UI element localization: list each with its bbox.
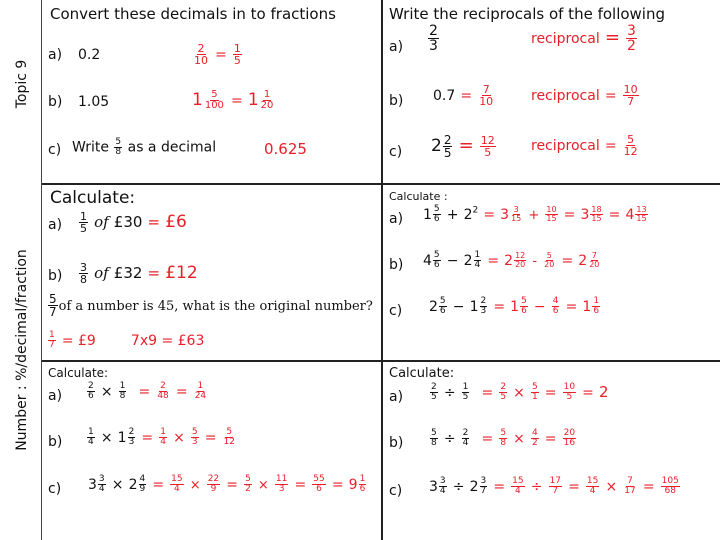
topic-label: Topic 9 xyxy=(14,59,30,109)
multiply-panel xyxy=(42,362,381,540)
fraction-of-amount-panel xyxy=(42,185,381,360)
question-a: $\frac{2}{5}$ ÷ $\frac{1}{5}$ = $\frac{2}{5}$ × $\frac{5}{1}$ = $\frac{10}{5}$ = 2 xyxy=(431,382,609,402)
divide-panel xyxy=(383,362,720,540)
answer-b: reciprocal = $\frac{10}{7}$ xyxy=(531,83,638,108)
question-b-decimal: 1.05 xyxy=(78,94,110,110)
question-c-label: c) xyxy=(389,303,403,319)
question-a: $\frac{1}{5}$ of £30 = £6 xyxy=(80,210,187,235)
subject-label: Number : %/decimal/fraction xyxy=(14,249,30,451)
question-c-label: c) xyxy=(389,483,403,499)
answer-c: 0.625 xyxy=(264,140,307,158)
question-c: 2 $\frac{5}{6}$ − 1 $\frac{2}{3}$ = 1 $\frac{5}{6}$ − $\frac{4}{6}$ = 1 $\frac{1}{6}$ xyxy=(429,296,600,316)
question-b: $\frac{3}{8}$ of £32 = £12 xyxy=(80,261,198,286)
question-a-label: a) xyxy=(48,388,63,404)
question-a-decimal: 0.2 xyxy=(78,47,101,63)
question-a-label: a) xyxy=(389,211,404,227)
question-c-label: c) xyxy=(48,142,62,158)
question-c-prompt: Write $\frac{5}{8}$ as a decimal xyxy=(72,137,217,157)
panel-title: Calculate : xyxy=(389,190,448,203)
question-b: $\frac{5}{8}$ ÷ $\frac{2}{4}$ = $\frac{5}{8}$ × $\frac{4}{2}$ = $\frac{20}{16}$ xyxy=(431,428,576,448)
question-c: $\frac{5}{7}$ of a number is 45, what is the original number? xyxy=(49,292,373,319)
question-a-label: a) xyxy=(389,389,404,405)
side-label-bar xyxy=(0,0,42,540)
question-c: 3 $\frac{3}{4}$ × 2 $\frac{4}{9}$ = $\frac{15}{4}$ × $\frac{22}{9}$ = $\frac{5}{2}$ × $\frac{11}{3}$ = $\frac{55}{6}$ = 9 $\frac{1}{6}$ xyxy=(88,474,366,494)
reciprocals-panel xyxy=(383,0,720,183)
question-a-label: a) xyxy=(389,39,404,55)
question-a: 1 $\frac{5}{6}$ + $2^2 = 3$ $\frac{3}{15}$ + $\frac{10}{15}$ = 3 $\frac{18}{15}$ = 4 $\frac{13}{15}$ xyxy=(423,204,647,224)
question-b: 4 $\frac{5}{6}$ − 2 $\frac{1}{4}$ = 2 $\frac{12}{20}$ - $\frac{5}{20}$ = 2 $\frac{7}{20}$ xyxy=(423,250,600,270)
question-a: $\frac{2}{6}$ × $\frac{1}{8}$ = $\frac{2}{48}$ = $\frac{1}{24}$ xyxy=(88,381,207,401)
decimal-to-fraction-panel xyxy=(42,0,381,183)
answer-c: reciprocal = $\frac{5}{12}$ xyxy=(531,133,638,158)
answer-c: $\frac{1}{7}$ = £9 7x9 = £63 xyxy=(49,330,205,350)
question-c-working: 2 $\frac{2}{5}$ = $\frac{12}{5}$ xyxy=(431,133,495,160)
question-b-label: b) xyxy=(48,434,63,450)
answer-a: $\frac{2}{10}$ = $\frac{1}{5}$ xyxy=(194,42,241,67)
panel-title: Calculate: xyxy=(50,188,136,208)
panel-title: Calculate: xyxy=(389,366,455,381)
question-b-label: b) xyxy=(389,93,404,109)
question-a-fraction: $\frac{2}{3}$ xyxy=(429,23,438,54)
question-b-label: b) xyxy=(48,94,63,110)
question-c-label: c) xyxy=(48,481,62,497)
panel-title: Write the reciprocals of the following xyxy=(389,5,666,23)
question-c-label: c) xyxy=(389,144,403,160)
panel-title: Calculate: xyxy=(48,366,109,380)
question-c: 3 $\frac{3}{4}$ ÷ 2 $\frac{3}{7}$ = $\frac{15}{4}$ ÷ $\frac{17}{7}$ = $\frac{15}{4}$ × $\frac{7}{17}$ = $\frac{105}{68}$ xyxy=(429,476,679,496)
question-b-label: b) xyxy=(389,435,404,451)
question-b-working: 0.7 = $\frac{7}{10}$ xyxy=(433,83,494,108)
question-b: $\frac{1}{4}$ × 1 $\frac{2}{3}$ = $\frac{1}{4}$ × $\frac{5}{3}$ = $\frac{5}{12}$ xyxy=(88,427,235,447)
question-b-label: b) xyxy=(389,257,404,273)
panel-title: Convert these decimals in to fractions xyxy=(50,5,336,23)
worksheet-grid xyxy=(42,0,720,540)
answer-a: reciprocal = $\frac{3}{2}$ xyxy=(531,23,636,54)
answer-b: 1 $\frac{5}{100}$ = 1 $\frac{1}{20}$ xyxy=(192,89,274,111)
question-a-label: a) xyxy=(48,217,63,233)
question-a-label: a) xyxy=(48,47,63,63)
add-subtract-panel xyxy=(383,185,720,360)
question-b-label: b) xyxy=(48,268,63,284)
